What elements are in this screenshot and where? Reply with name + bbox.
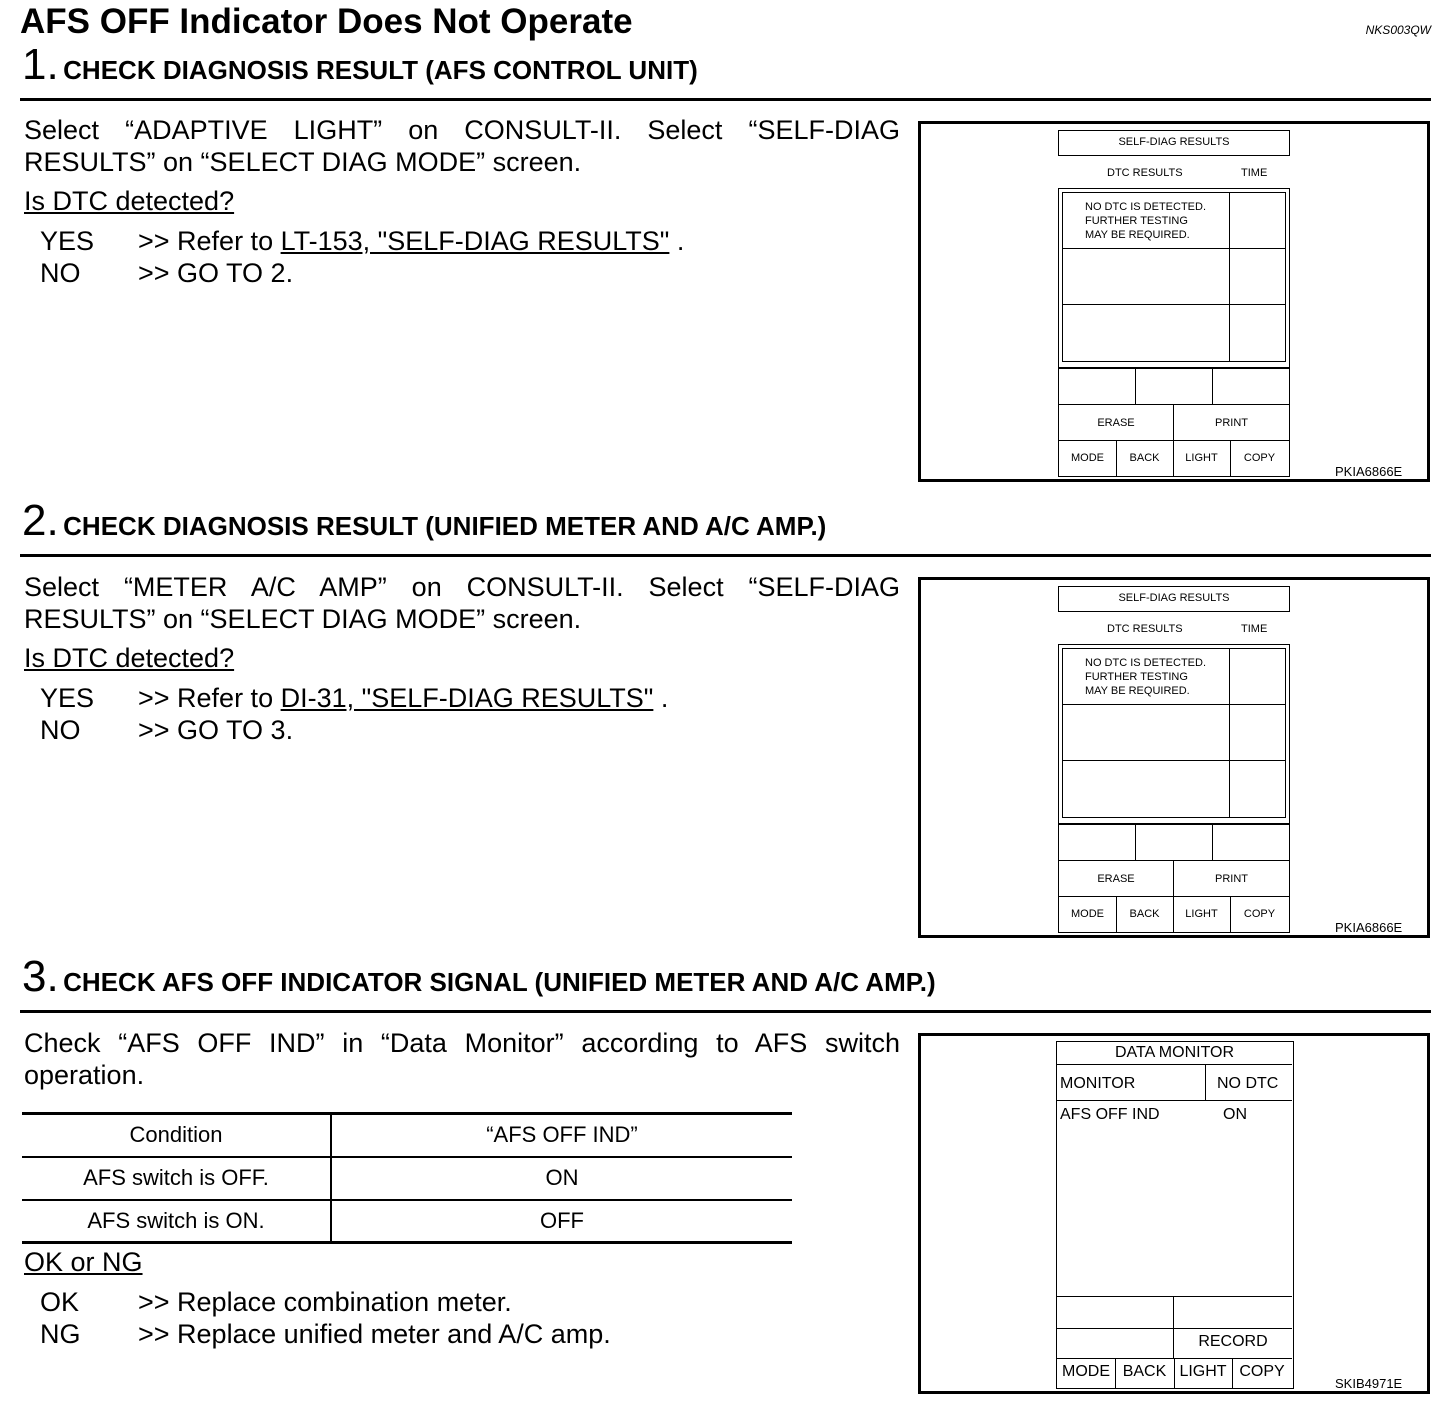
table-cell: ON [545, 1165, 579, 1190]
grid-line [1059, 860, 1289, 861]
reference-link[interactable]: DI-31, "SELF-DIAG RESULTS" [280, 683, 654, 713]
answer-text [138, 683, 668, 714]
print-button: PRINT [1215, 417, 1248, 429]
answer-key: NG [40, 1319, 81, 1349]
mode-button: MODE [1071, 452, 1104, 464]
step-instruction: Select “METER A/C AMP” on CONSULT-II. Select “SELF-DIAG RESULTS” on “SELECT DIAG MODE” screen. [24, 572, 900, 634]
figure-data-monitor [918, 1033, 1430, 1394]
column-label: DTC RESULTS [1107, 167, 1183, 179]
print-button: PRINT [1215, 873, 1248, 885]
step-instruction: Select “ADAPTIVE LIGHT” on CONSULT-II. Select “SELF-DIAG RESULTS” on “SELECT DIAG MODE” screen. [24, 115, 900, 177]
back-button: BACK [1129, 908, 1160, 920]
table-row [22, 1200, 792, 1243]
erase-button: ERASE [1097, 873, 1135, 885]
mode-button: MODE [1071, 908, 1104, 920]
table-cell: AFS switch is OFF. [22, 1157, 331, 1200]
answer-key: NO [40, 715, 81, 745]
figure-id: PKIA6866E [1335, 464, 1403, 479]
record-button: RECORD [1198, 1333, 1268, 1350]
answer-key: OK [40, 1287, 80, 1317]
grid-line [1059, 404, 1289, 405]
monitor-screen [1056, 1041, 1294, 1389]
grid-line [1212, 369, 1213, 404]
table-header: Condition [22, 1114, 331, 1157]
answer-text: >> Replace combination meter. [138, 1287, 512, 1317]
grid-line [1212, 825, 1213, 860]
step-instruction: Check “AFS OFF IND” in “Data Monitor” according to AFS switch operation. [24, 1028, 900, 1090]
erase-button: ERASE [1097, 417, 1135, 429]
light-button: LIGHT [1179, 1363, 1227, 1380]
back-button: BACK [1122, 1363, 1167, 1380]
table-row [22, 1157, 792, 1200]
step-question: Is DTC detected? [24, 643, 235, 673]
results-grid [1062, 192, 1286, 362]
grid-line [1057, 1328, 1292, 1329]
column-label: NO DTC [1217, 1075, 1279, 1092]
mode-button: MODE [1062, 1363, 1110, 1380]
copy-button: COPY [1243, 908, 1276, 920]
light-button: LIGHT [1185, 908, 1218, 920]
grid-line [1063, 760, 1285, 761]
light-button: LIGHT [1185, 452, 1218, 464]
reference-link[interactable]: LT-153, "SELF-DIAG RESULTS" [280, 226, 670, 256]
table-header: “AFS OFF IND” [486, 1122, 638, 1148]
answer-prefix: >> Refer to [138, 683, 281, 713]
step-number: 2. [22, 496, 59, 545]
grid-line [1059, 440, 1289, 441]
grid-line [1057, 1100, 1292, 1101]
results-panel [1058, 188, 1290, 368]
screen-header: SELF-DIAG RESULTS [1058, 586, 1290, 612]
results-panel [1058, 644, 1290, 824]
step-number: 3. [22, 952, 59, 1001]
grid-line [1059, 896, 1289, 897]
answer-key: NO [40, 258, 81, 288]
grid-line [1229, 193, 1230, 361]
screen-header: DATA MONITOR [1114, 1044, 1235, 1061]
condition-table [22, 1112, 792, 1244]
column-label: MONITOR [1060, 1075, 1136, 1092]
step-title: CHECK DIAGNOSIS RESULT (AFS CONTROL UNIT) [63, 55, 698, 85]
step-2-heading [22, 496, 826, 546]
column-label: TIME [1241, 623, 1268, 635]
divider [20, 1010, 1431, 1013]
page-title: AFS OFF Indicator Does Not Operate [20, 2, 633, 41]
table-cell: AFS switch is ON. [22, 1200, 331, 1243]
figure-self-diag-results [918, 577, 1430, 938]
answer-key: YES [40, 226, 95, 256]
step-1-heading [22, 40, 698, 90]
button-area [1058, 824, 1290, 933]
answer-text: >> GO TO 2. [138, 258, 294, 288]
grid-line [1229, 649, 1230, 817]
copy-button: COPY [1239, 1363, 1285, 1380]
grid-line [1135, 369, 1136, 404]
column-label: DTC RESULTS [1107, 623, 1183, 635]
monitor-item-value: ON [1223, 1106, 1247, 1123]
grid-line [1063, 704, 1285, 705]
answer-prefix: >> Refer to [138, 226, 281, 256]
answer-text [138, 226, 684, 257]
figure-id: SKIB4971E [1335, 1376, 1403, 1391]
button-area [1058, 368, 1290, 477]
answer-text: >> GO TO 3. [138, 715, 294, 745]
back-button: BACK [1129, 452, 1160, 464]
answer-suffix: . [669, 226, 685, 256]
no-dtc-message: NO DTC IS DETECTED. FURTHER TESTING MAY BE REQUIRED. [1085, 657, 1207, 697]
step-question: OK or NG [24, 1247, 143, 1277]
copy-button: COPY [1243, 452, 1276, 464]
answer-text: >> Replace unified meter and A/C amp. [138, 1319, 611, 1349]
no-dtc-message: NO DTC IS DETECTED. FURTHER TESTING MAY BE REQUIRED. [1085, 201, 1207, 241]
answer-suffix: . [653, 683, 669, 713]
grid-line [1057, 1296, 1292, 1297]
step-title: CHECK DIAGNOSIS RESULT (UNIFIED METER AND A/C AMP.) [63, 511, 827, 541]
grid-line [1063, 248, 1285, 249]
screen-header: SELF-DIAG RESULTS [1058, 130, 1290, 156]
figure-id: PKIA6866E [1335, 920, 1403, 935]
divider [20, 98, 1431, 101]
table-cell: OFF [540, 1207, 584, 1233]
results-grid [1062, 648, 1286, 818]
step-number: 1. [22, 40, 59, 89]
step-3-heading [22, 952, 936, 1002]
grid-line [1063, 304, 1285, 305]
grid-line [1205, 1064, 1206, 1100]
step-question: Is DTC detected? [24, 186, 235, 216]
step-title: CHECK AFS OFF INDICATOR SIGNAL (UNIFIED METER AND A/C AMP.) [63, 967, 936, 997]
answer-key: YES [40, 683, 95, 713]
grid-line [1057, 1064, 1292, 1065]
table-header-row [22, 1114, 792, 1157]
document-id: NKS003QW [1365, 23, 1431, 37]
grid-line [1135, 825, 1136, 860]
figure-self-diag-results [918, 121, 1430, 482]
divider [20, 554, 1431, 557]
column-label: TIME [1241, 167, 1268, 179]
monitor-item-name: AFS OFF IND [1060, 1106, 1160, 1123]
